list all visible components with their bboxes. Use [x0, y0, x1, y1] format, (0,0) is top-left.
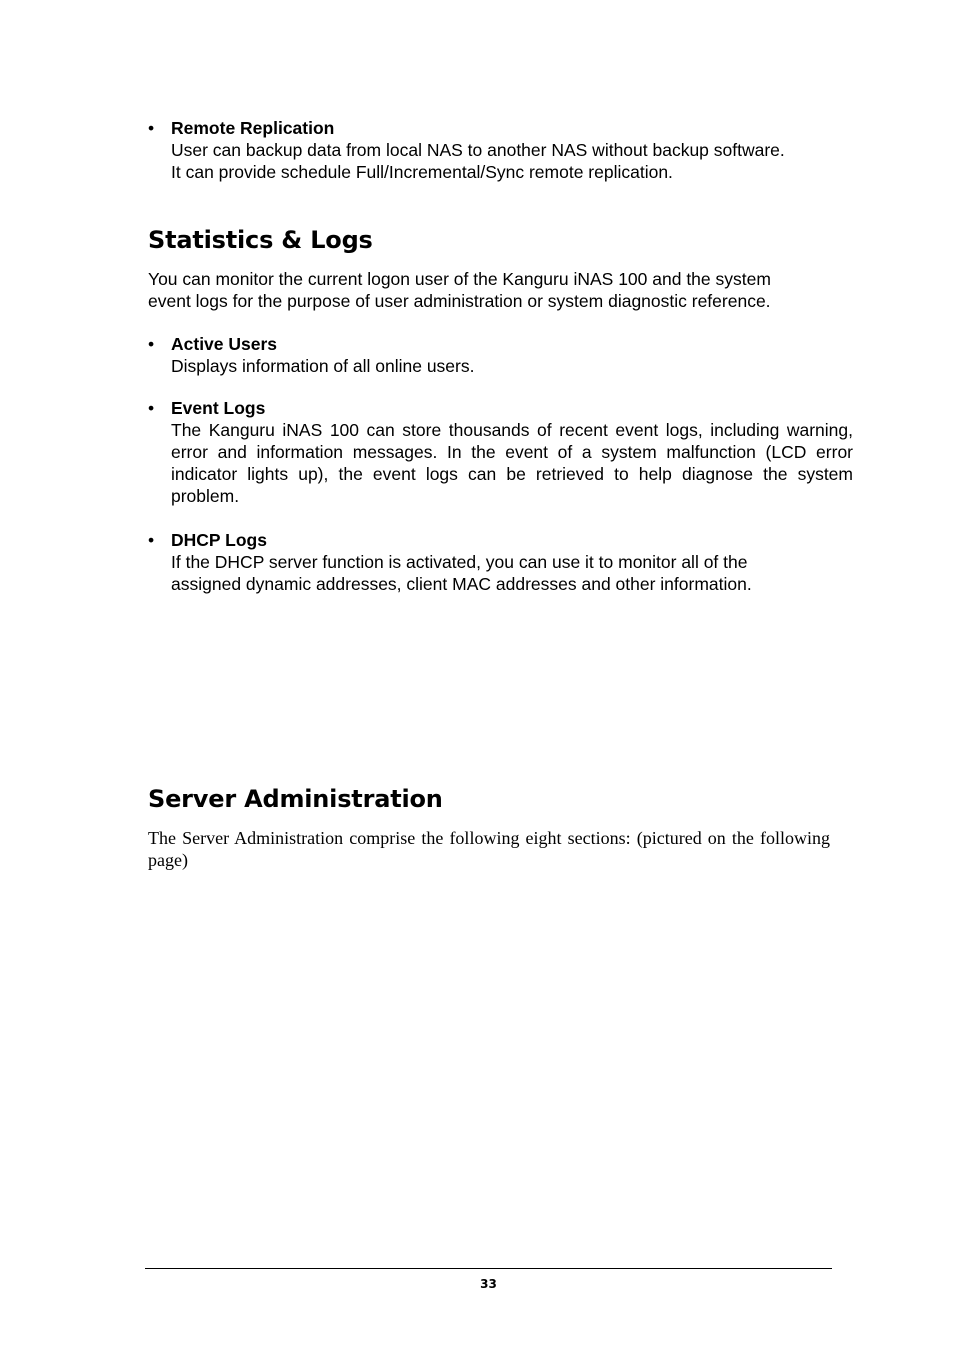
- bullet-body: Displays information of all online users.: [171, 356, 475, 376]
- bullet-icon: •: [148, 398, 155, 418]
- bullet-title: DHCP Logs: [171, 530, 267, 550]
- list-item-active-users: [148, 333, 853, 377]
- bullet-icon: •: [148, 118, 155, 138]
- list-item-dhcp-logs: [148, 529, 853, 595]
- intro-line: event logs for the purpose of user administration or system diagnostic reference.: [148, 291, 771, 311]
- server-administration-body: The Server Administration comprise the following eight sections: (pictured on the following page): [148, 828, 830, 870]
- bullet-body-line: User can backup data from local NAS to another NAS without backup software.: [171, 140, 785, 160]
- statistics-intro: [148, 268, 830, 312]
- bullet-title: Active Users: [171, 334, 278, 354]
- page-number: 33: [480, 1277, 497, 1291]
- section-heading-statistics: Statistics & Logs: [148, 226, 373, 254]
- bullet-body-line: assigned dynamic addresses, client MAC addresses and other information.: [171, 574, 752, 594]
- bullet-body-line: It can provide schedule Full/Incremental/Sync remote replication.: [171, 162, 673, 182]
- footer-divider: [145, 1268, 832, 1269]
- bullet-title: Event Logs: [171, 398, 266, 418]
- list-item-event-logs: [148, 397, 853, 507]
- bullet-body: The Kanguru iNAS 100 can store thousands of recent event logs, including warning, error and information messages. In the event of a system malfunction (LCD error indicator lights up), the event logs can be retrieved to help diagnose the system problem.: [171, 420, 853, 506]
- bullet-title: Remote Replication: [171, 118, 335, 138]
- section-heading-server-administration: Server Administration: [148, 785, 443, 813]
- intro-line: You can monitor the current logon user of the Kanguru iNAS 100 and the system: [148, 269, 771, 289]
- bullet-body-line: If the DHCP server function is activated, you can use it to monitor all of the: [171, 552, 748, 572]
- bullet-icon: •: [148, 334, 155, 354]
- list-item-remote-replication: [148, 117, 853, 183]
- bullet-icon: •: [148, 530, 155, 550]
